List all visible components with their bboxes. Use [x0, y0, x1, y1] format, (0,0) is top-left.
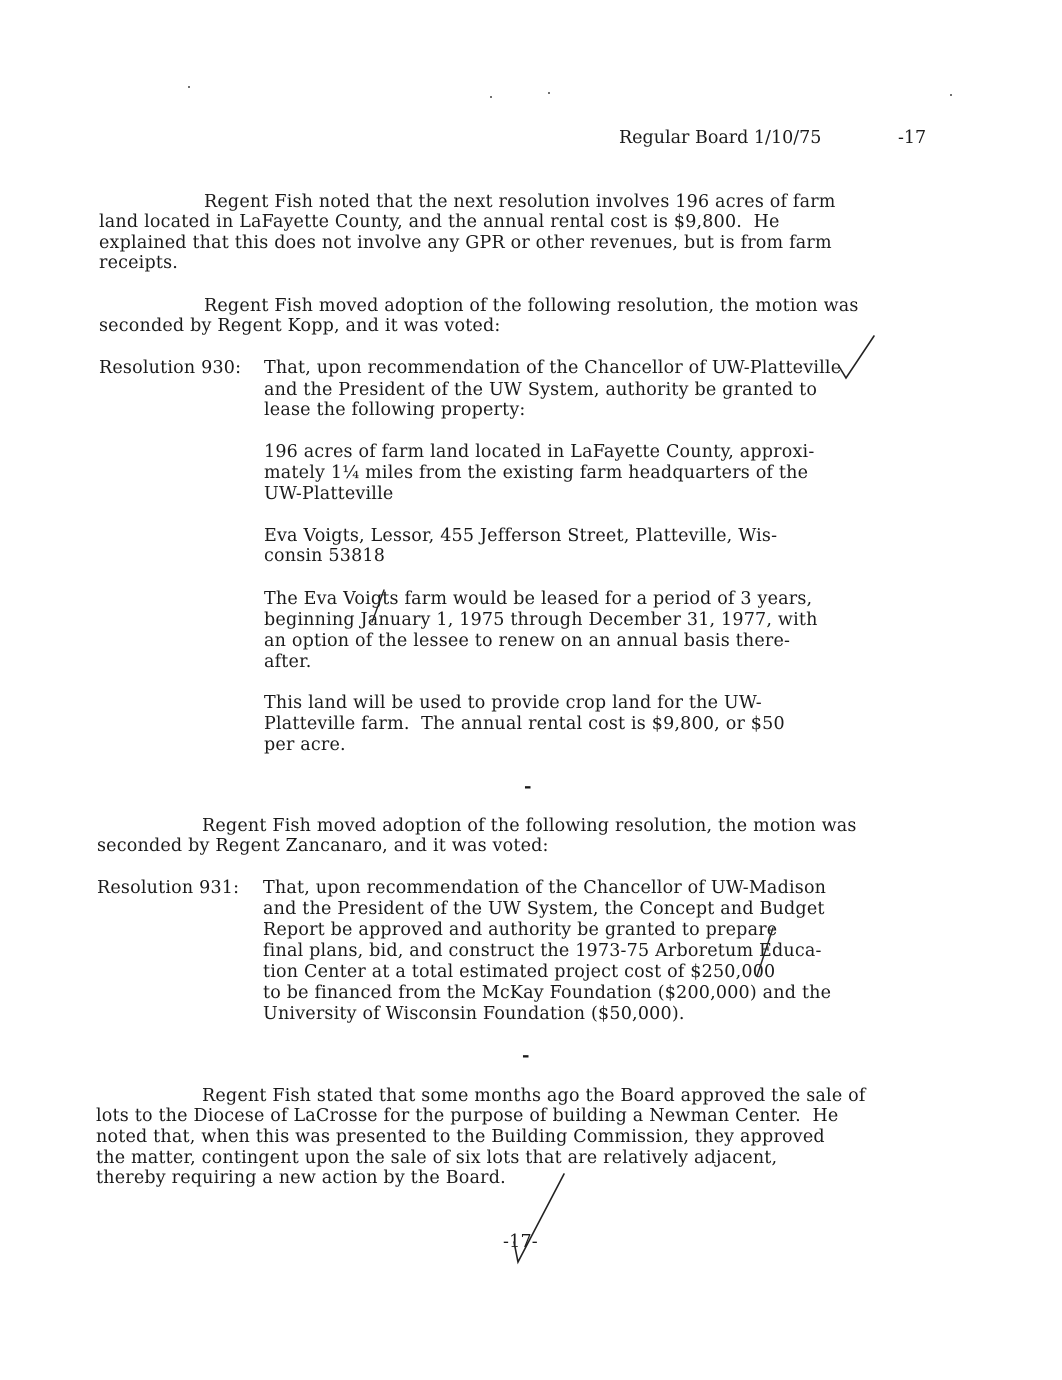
scan-speck [490, 96, 492, 98]
text-line: 196 acres of farm land located in LaFayette County, approxi- [264, 442, 815, 462]
text-line: beginning January 1, 1975 through December 31, 1977, with [264, 610, 818, 630]
text-line: receipts. [99, 253, 179, 273]
text-line: Eva Voigts, Lessor, 455 Jefferson Street, Platteville, Wis- [264, 526, 778, 546]
text-line: The Eva Voigts farm would be leased for a period of 3 years, [264, 589, 813, 609]
check-mark-icon [508, 1170, 568, 1266]
scan-speck [950, 94, 952, 96]
resolution-label: Resolution 930: [99, 358, 242, 378]
check-mark-icon [747, 924, 777, 980]
text-line: and the President of the UW System, the Concept and Budget [263, 899, 825, 919]
text-line: Regent Fish stated that some months ago the Board approved the sale of [202, 1086, 866, 1106]
text-line: land located in LaFayette County, and the annual rental cost is $9,800. He [99, 212, 780, 232]
text-line: That, upon recommendation of the Chancellor of UW-Platteville [264, 358, 842, 378]
text-line: Platteville farm. The annual rental cost is $9,800, or $50 [264, 714, 785, 734]
text-line: tion Center at a total estimated project cost of $250,000 [263, 962, 776, 982]
page-reference: -17 [898, 128, 927, 148]
check-mark-icon [368, 586, 388, 626]
scan-speck [188, 86, 190, 88]
check-mark-icon [838, 332, 878, 380]
text-line: Regent Fish moved adoption of the following resolution, the motion was [204, 296, 859, 316]
text-line: the matter, contingent upon the sale of six lots that are relatively adjacent, [96, 1148, 778, 1168]
text-line: Regent Fish noted that the next resolution involves 196 acres of farm [204, 192, 836, 212]
footer-page-number: -17- [503, 1232, 538, 1252]
text-line: consin 53818 [264, 546, 386, 566]
text-line: mately 1¼ miles from the existing farm headquarters of the [264, 463, 809, 483]
text-line: Regent Fish moved adoption of the following resolution, the motion was [202, 816, 857, 836]
text-line: University of Wisconsin Foundation ($50,000). [263, 1004, 685, 1024]
text-line: seconded by Regent Kopp, and it was voted: [99, 316, 501, 336]
resolution-label: Resolution 931: [97, 878, 240, 898]
text-line: lease the following property: [264, 400, 526, 420]
text-line: That, upon recommendation of the Chancellor of UW-Madison [263, 878, 827, 898]
text-line: This land will be used to provide crop land for the UW- [264, 693, 762, 713]
text-line: explained that this does not involve any GPR or other revenues, but is from farm [99, 233, 832, 253]
section-separator: - [522, 1045, 530, 1066]
running-title: Regular Board 1/10/75 [619, 128, 822, 148]
text-line: final plans, bid, and construct the 1973-75 Arboretum Educa- [263, 941, 822, 961]
text-line: thereby requiring a new action by the Board. [96, 1168, 506, 1188]
text-line: after. [264, 652, 312, 672]
text-line: UW-Platteville [264, 484, 394, 504]
text-line: noted that, when this was presented to the Building Commission, they approved [96, 1127, 825, 1147]
text-line: Report be approved and authority be granted to prepare [263, 920, 778, 940]
text-line: to be financed from the McKay Foundation ($200,000) and the [263, 983, 832, 1003]
scan-speck [548, 92, 550, 94]
section-separator: - [524, 776, 532, 797]
text-line: an option of the lessee to renew on an annual basis there- [264, 631, 791, 651]
text-line: and the President of the UW System, authority be granted to [264, 380, 818, 400]
text-line: lots to the Diocese of LaCrosse for the purpose of building a Newman Center. He [96, 1106, 839, 1126]
text-line: per acre. [264, 735, 346, 755]
text-line: seconded by Regent Zancanaro, and it was voted: [97, 836, 549, 856]
